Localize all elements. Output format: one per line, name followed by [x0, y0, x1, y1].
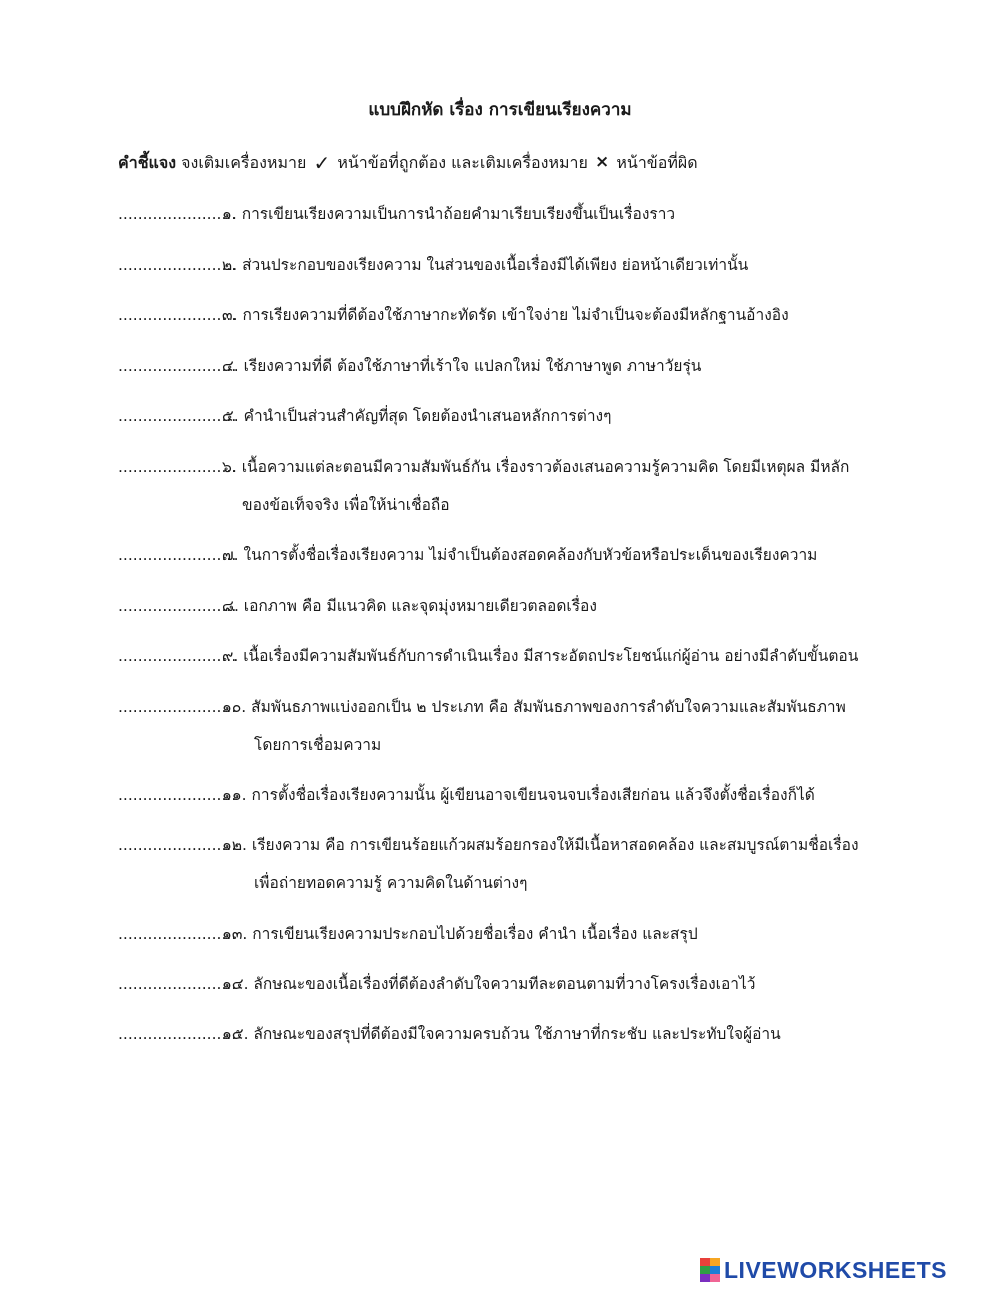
- question-text: ๑๕. ลักษณะของสรุปที่ดีต้องมีใจความครบถ้วน ใช้ภาษาที่กระชับ และประทับใจผู้อ่าน: [222, 1025, 781, 1043]
- question-text: ๙. เนื้อเรื่องมีความสัมพันธ์กับการดำเนินเรื่อง มีสาระอัตถประโยชน์แก่ผู้อ่าน อย่างมีลำดับขั้นตอน: [222, 647, 859, 665]
- logo-tile: [700, 1274, 710, 1282]
- question-text: ๑๑. การตั้งชื่อเรื่องเรียงความนั้น ผู้เขียนอาจเขียนจนจบเรื่องเสียก่อน แล้วจึงตั้งชื่อเรื่องก็ได้: [222, 786, 815, 804]
- answer-blank[interactable]: ........................: [118, 698, 237, 716]
- instruction-text-1: จงเติมเครื่องหมาย: [176, 153, 307, 172]
- question-text: ๑๐. สัมพันธภาพแบ่งออกเป็น ๒ ประเภท คือ สัมพันธภาพของการลำดับใจความและสัมพันธภาพ: [222, 698, 846, 716]
- answer-blank[interactable]: ........................: [118, 925, 237, 943]
- question-text: ๗. ในการตั้งชื่อเรื่องเรียงความ ไม่จำเป็นต้องสอดคล้องกับหัวข้อหรือประเด็นของเรียงความ: [222, 546, 818, 564]
- logo-tiles-icon: [700, 1258, 720, 1282]
- answer-blank[interactable]: ........................: [118, 546, 237, 564]
- answer-blank[interactable]: ........................: [118, 786, 237, 804]
- question-text: ๑๓. การเขียนเรียงความประกอบไปด้วยชื่อเรื่อง คำนำ เนื้อเรื่อง และสรุป: [222, 925, 698, 943]
- instruction-text-2: หน้าข้อที่ถูกต้อง และเติมเครื่องหมาย: [332, 153, 593, 172]
- logo-tile: [700, 1258, 710, 1266]
- logo-tile: [710, 1274, 720, 1282]
- liveworksheets-logo: [700, 1256, 947, 1284]
- instruction-label: คำชี้แจง: [118, 153, 177, 172]
- page-title: แบบฝึกหัด เรื่อง การเขียนเรียงความ: [368, 100, 632, 120]
- question-text: ๕. คำนำเป็นส่วนสำคัญที่สุด โดยต้องนำเสนอหลักการต่างๆ: [222, 407, 612, 425]
- question-text: ๑๔. ลักษณะของเนื้อเรื่องที่ดีต้องลำดับใจความทีละตอนตามที่วางโครงเรื่องเอาไว้: [222, 975, 756, 993]
- question-text: ๑๒. เรียงความ คือ การเขียนร้อยแก้วผสมร้อยกรองให้มีเนื้อหาสอดคล้อง และสมบูรณ์ตามชื่อเรื่อง: [222, 836, 859, 854]
- instruction-text-3: หน้าข้อที่ผิด: [611, 153, 698, 172]
- logo-tile: [710, 1266, 720, 1274]
- question-text: ๘. เอกภาพ คือ มีแนวคิด และจุดมุ่งหมายเดียวตลอดเรื่อง: [222, 597, 597, 615]
- answer-blank[interactable]: ........................: [118, 407, 237, 425]
- answer-blank[interactable]: ........................: [118, 1025, 237, 1043]
- question-text-continued: เพื่อถ่ายทอดความรู้ ความคิดในด้านต่างๆ: [254, 874, 528, 892]
- answer-blank[interactable]: ........................: [118, 647, 237, 665]
- answer-blank[interactable]: ........................: [118, 975, 237, 993]
- question-text: ๖. เนื้อความแต่ละตอนมีความสัมพันธ์กัน เรื่องราวต้องเสนอความรู้ความคิด โดยมีเหตุผล มีหลัก: [222, 458, 850, 476]
- question-text: ๓. การเรียงความที่ดีต้องใช้ภาษากะทัดรัด เข้าใจง่าย ไม่จำเป็นจะต้องมีหลักฐานอ้างอิง: [222, 306, 789, 324]
- answer-blank[interactable]: ........................: [118, 458, 237, 476]
- cross-mark-icon: ×: [595, 152, 610, 172]
- question-text: ๒. ส่วนประกอบของเรียงความ ในส่วนของเนื้อเรื่องมีได้เพียง ย่อหน้าเดียวเท่านั้น: [222, 256, 749, 274]
- check-mark-icon: ✓: [313, 151, 331, 175]
- answer-blank[interactable]: ........................: [118, 357, 237, 375]
- answer-blank[interactable]: ........................: [118, 597, 237, 615]
- question-text-continued: โดยการเชื่อมความ: [254, 736, 382, 754]
- answer-blank[interactable]: ........................: [118, 256, 237, 274]
- logo-tile: [700, 1266, 710, 1274]
- answer-blank[interactable]: ........................: [118, 836, 237, 854]
- logo-text: LIVEWORKSHEETS: [724, 1257, 947, 1283]
- answer-blank[interactable]: ........................: [118, 205, 237, 223]
- logo-tile: [710, 1258, 720, 1266]
- answer-blank[interactable]: ........................: [118, 306, 237, 324]
- instruction-line: [118, 151, 978, 175]
- question-text: ๔. เรียงความที่ดี ต้องใช้ภาษาที่เร้าใจ แปลกใหม่ ใช้ภาษาพูด ภาษาวัยรุ่น: [222, 357, 702, 375]
- question-text: ๑. การเขียนเรียงความเป็นการนำถ้อยคำมาเรียบเรียงขึ้นเป็นเรื่องราว: [222, 205, 676, 223]
- question-text-continued: ของข้อเท็จจริง เพื่อให้น่าเชื่อถือ: [242, 496, 450, 514]
